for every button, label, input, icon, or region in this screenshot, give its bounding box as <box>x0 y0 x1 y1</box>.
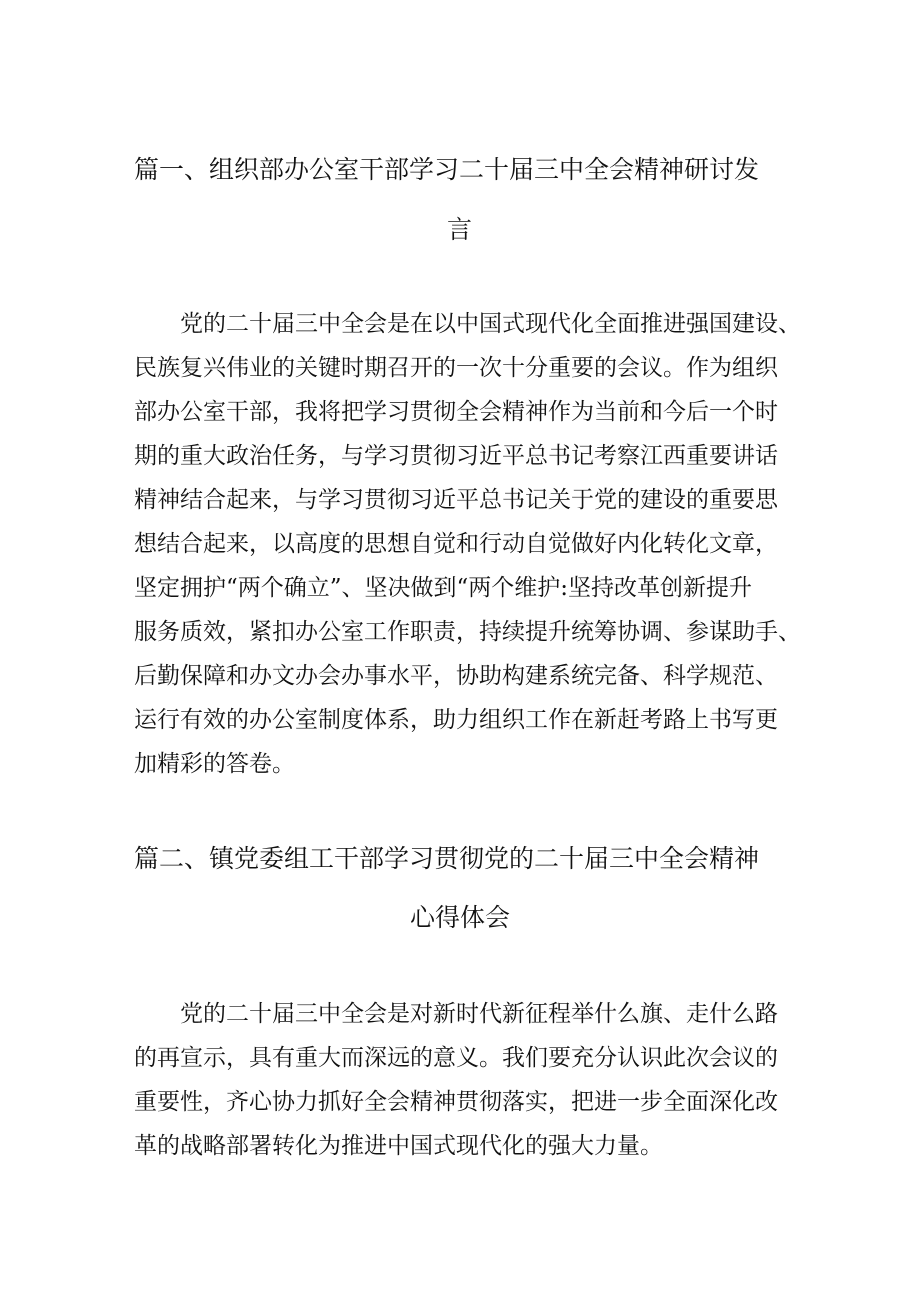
section1-paragraph-line: 坚定拥护“两个确立”、坚决做到“两个维护:坚持改革创新提升 <box>134 575 753 601</box>
section1-paragraph-line: 党的二十届三中全会是在以中国式现代化全面推进强国建设、 <box>134 311 801 337</box>
section1-paragraph-line: 精神结合起来，与学习贯彻习近平总书记关于党的建设的重要思 <box>134 487 778 513</box>
section1-paragraph-line: 服务质效，紧扣办公室工作职责，持续提升统筹协调、参谋助手、 <box>134 619 801 645</box>
section2-paragraph-line: 的再宣示，具有重大而深远的意义。我们要充分认识此次会议的 <box>134 1045 778 1071</box>
section1-paragraph-line: 想结合起来，以高度的思想自觉和行动自觉做好内化转化文章， <box>134 531 778 557</box>
section1-paragraph-line: 期的重大政治任务，与学习贯彻习近平总书记考察江西重要讲话 <box>134 443 778 469</box>
section1-paragraph-line: 后勤保障和办文办会办事水平，协助构建系统完备、科学规范、 <box>134 663 778 689</box>
section2-title-line1: 篇二、镇党委组工干部学习贯彻党的二十届三中全会精神 <box>134 844 760 873</box>
section1-paragraph-line: 民族复兴伟业的关键时期召开的一次十分重要的会议。作为组织 <box>134 355 778 381</box>
section2-paragraph-line: 重要性，齐心协力抓好全会精神贯彻落实，把进一步全面深化改 <box>134 1089 778 1115</box>
section2-title-line2: 心得体会 <box>410 903 511 932</box>
section1-paragraph-line: 加精彩的答卷。 <box>134 751 295 777</box>
section1-title-line1: 篇一、组织部办公室干部学习二十届三中全会精神研讨发 <box>134 155 760 184</box>
section2-paragraph-line: 党的二十届三中全会是对新时代新征程举什么旗、走什么路 <box>134 1001 778 1027</box>
section2-paragraph-line: 革的战略部署转化为推进中国式现代化的强大力量。 <box>134 1133 663 1159</box>
section1-title-line2: 言 <box>447 215 473 244</box>
section1-paragraph-line: 运行有效的办公室制度体系，助力组织工作在新赶考路上书写更 <box>134 707 778 733</box>
section1-paragraph-line: 部办公室干部，我将把学习贯彻全会精神作为当前和今后一个时 <box>134 399 778 425</box>
